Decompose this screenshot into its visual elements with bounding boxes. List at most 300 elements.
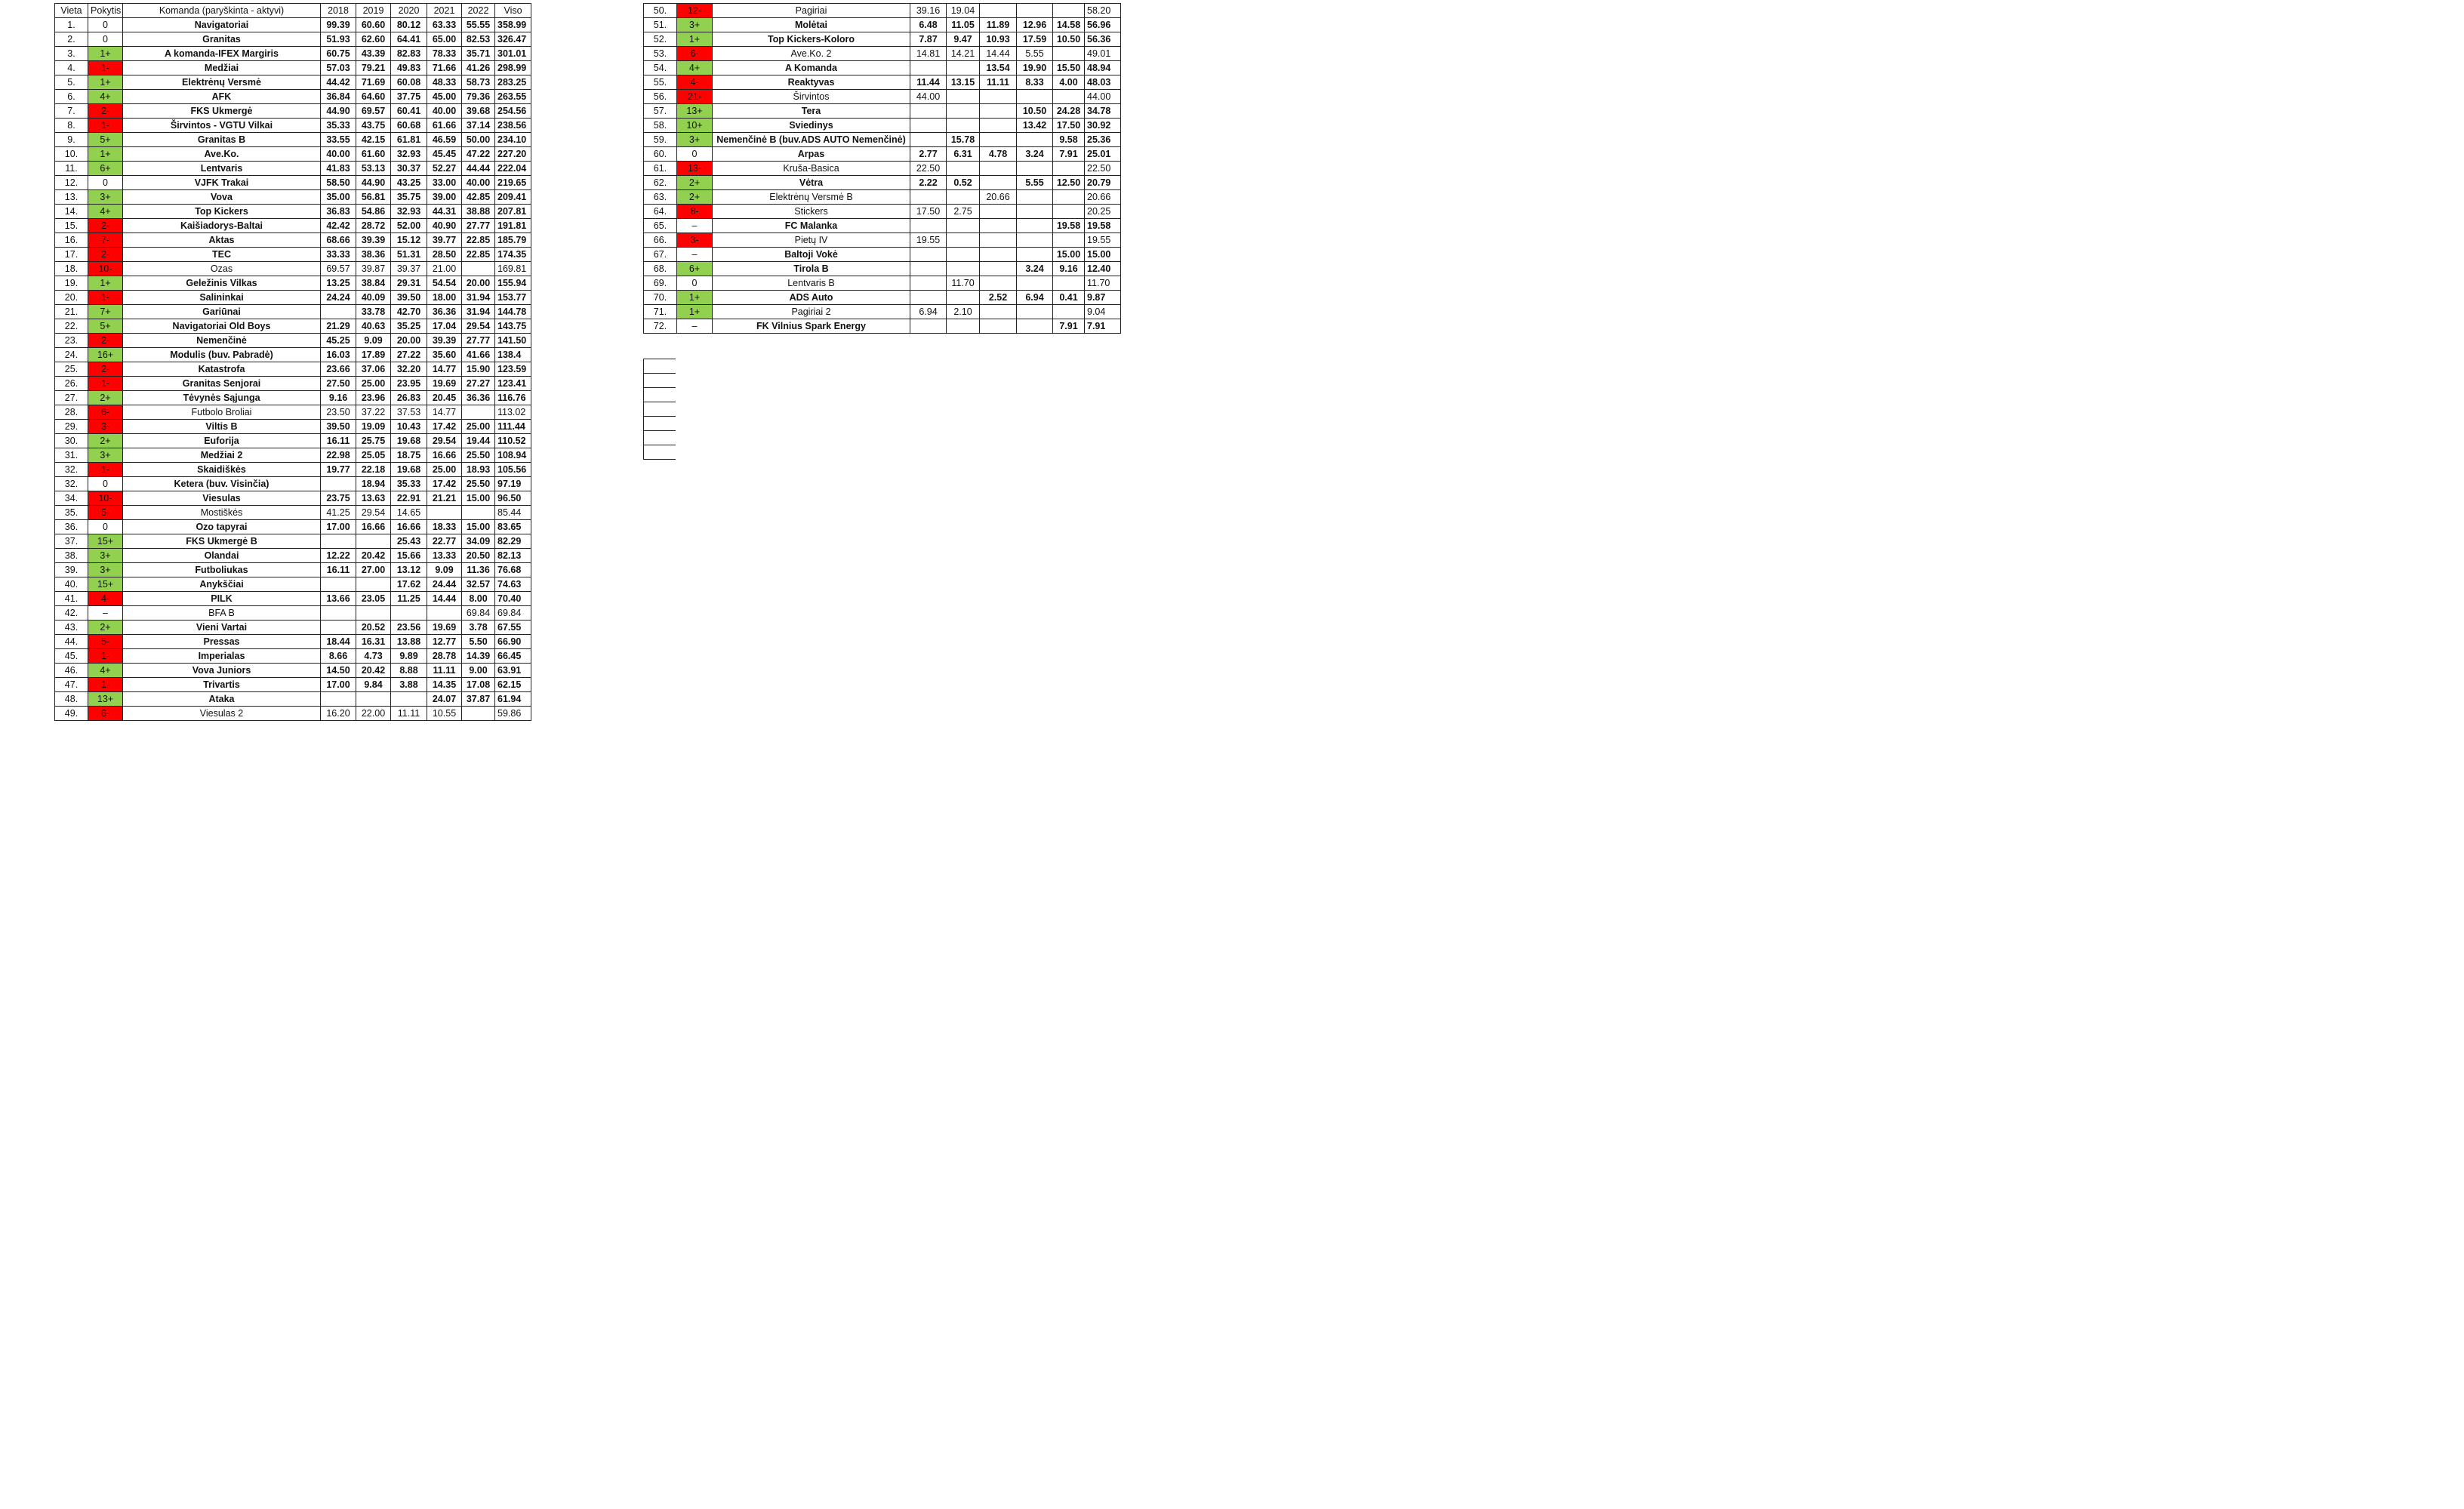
score-2018: 24.24: [321, 291, 356, 305]
score-2018: 16.11: [321, 434, 356, 448]
change-badge: 5-: [88, 506, 123, 520]
team-name: Futbolo Broliai: [123, 405, 321, 420]
score-2019: 13.15: [947, 75, 980, 90]
table-row: [644, 90, 1121, 104]
score-2020: 32.93: [391, 147, 427, 162]
score-2020: [391, 692, 427, 707]
score-2018: 40.00: [321, 147, 356, 162]
score-2022: 79.36: [462, 90, 495, 104]
table-row: [55, 61, 531, 75]
change-badge: 13+: [88, 692, 123, 707]
total-score: 66.90: [495, 635, 531, 649]
table-row: [55, 405, 531, 420]
score-2020: 23.95: [391, 377, 427, 391]
rank-cell: 11.: [55, 162, 88, 176]
change-badge: 1-: [88, 649, 123, 664]
rank-cell: 63.: [644, 190, 677, 205]
score-2021: 78.33: [427, 47, 462, 61]
score-2021: 29.54: [427, 434, 462, 448]
score-2018: 21.29: [321, 319, 356, 334]
total-score: 59.86: [495, 707, 531, 721]
score-2019: 54.86: [356, 205, 391, 219]
score-2022: 27.77: [462, 334, 495, 348]
score-2021: 39.77: [427, 233, 462, 248]
table-row: [55, 477, 531, 491]
score-2018: 44.00: [910, 90, 947, 104]
rank-cell: 44.: [55, 635, 88, 649]
total-score: 234.10: [495, 133, 531, 147]
change-badge: –: [677, 219, 713, 233]
table-row: [55, 534, 531, 549]
table-row: [644, 276, 1121, 291]
score-2020: 64.41: [391, 32, 427, 47]
change-badge: 0: [88, 176, 123, 190]
change-badge: 1+: [88, 147, 123, 162]
score-2018: 23.50: [321, 405, 356, 420]
score-2020: 51.31: [391, 248, 427, 262]
change-badge: 1-: [88, 377, 123, 391]
change-badge: 0: [88, 477, 123, 491]
score-2022: 29.54: [462, 319, 495, 334]
total-score: 15.00: [1085, 248, 1121, 262]
score-2020: 39.50: [391, 291, 427, 305]
score-2020: [980, 219, 1017, 233]
total-score: 58.20: [1085, 4, 1121, 18]
change-badge: 2-: [88, 104, 123, 119]
score-2019: 40.09: [356, 291, 391, 305]
table-row: [55, 248, 531, 262]
score-2020: [980, 133, 1017, 147]
empty-row: [644, 374, 676, 388]
empty-cell: [644, 374, 676, 388]
total-score: 191.81: [495, 219, 531, 233]
score-2018: 99.39: [321, 18, 356, 32]
score-2021: 19.69: [427, 621, 462, 635]
table-row: [644, 305, 1121, 319]
score-2022: 19.58: [1053, 219, 1085, 233]
score-2021: 14.35: [427, 678, 462, 692]
score-2021: 16.66: [427, 448, 462, 463]
total-score: 82.29: [495, 534, 531, 549]
score-2018: 13.25: [321, 276, 356, 291]
total-score: 155.94: [495, 276, 531, 291]
score-2021: 21.21: [427, 491, 462, 506]
score-2022: 20.50: [462, 549, 495, 563]
table-row: [644, 162, 1121, 176]
score-2021: 14.44: [427, 592, 462, 606]
table-row: [55, 649, 531, 664]
total-score: 7.91: [1085, 319, 1121, 334]
score-2019: 64.60: [356, 90, 391, 104]
score-2020: 35.75: [391, 190, 427, 205]
team-name: Pagiriai 2: [713, 305, 910, 319]
score-2020: [980, 205, 1017, 219]
score-2022: 3.78: [462, 621, 495, 635]
total-score: 19.55: [1085, 233, 1121, 248]
total-score: 62.15: [495, 678, 531, 692]
score-2018: [321, 606, 356, 621]
rank-cell: 38.: [55, 549, 88, 563]
score-2022: 7.91: [1053, 319, 1085, 334]
score-2020: 27.22: [391, 348, 427, 362]
score-2021: 11.11: [427, 664, 462, 678]
change-badge: 2+: [677, 190, 713, 205]
rank-cell: 69.: [644, 276, 677, 291]
score-2020: 20.00: [391, 334, 427, 348]
score-2018: [321, 534, 356, 549]
score-2022: 9.58: [1053, 133, 1085, 147]
score-2020: 8.88: [391, 664, 427, 678]
score-2020: [980, 248, 1017, 262]
total-score: 22.50: [1085, 162, 1121, 176]
rank-cell: 71.: [644, 305, 677, 319]
change-badge: –: [677, 248, 713, 262]
score-2019: 69.57: [356, 104, 391, 119]
table-row: [55, 506, 531, 520]
score-2021: [1017, 90, 1053, 104]
score-2022: 47.22: [462, 147, 495, 162]
score-2020: 60.08: [391, 75, 427, 90]
score-2021: 22.77: [427, 534, 462, 549]
score-2020: 3.88: [391, 678, 427, 692]
team-name: ADS Auto: [713, 291, 910, 305]
rank-cell: 66.: [644, 233, 677, 248]
score-2018: 7.87: [910, 32, 947, 47]
rank-cell: 31.: [55, 448, 88, 463]
total-score: 222.04: [495, 162, 531, 176]
table-row: [644, 262, 1121, 276]
table-row: [644, 233, 1121, 248]
team-name: Salininkai: [123, 291, 321, 305]
total-score: 174.35: [495, 248, 531, 262]
total-score: 11.70: [1085, 276, 1121, 291]
score-2018: 17.50: [910, 205, 947, 219]
score-2020: 4.78: [980, 147, 1017, 162]
score-2019: [947, 104, 980, 119]
score-2019: 22.00: [356, 707, 391, 721]
empty-row: [644, 445, 676, 460]
score-2022: [1053, 233, 1085, 248]
team-name: Granitas: [123, 32, 321, 47]
score-2021: 14.77: [427, 405, 462, 420]
change-badge: 10-: [88, 491, 123, 506]
total-score: 9.87: [1085, 291, 1121, 305]
change-badge: 3+: [88, 563, 123, 577]
score-2022: 9.16: [1053, 262, 1085, 276]
score-2020: 14.65: [391, 506, 427, 520]
total-score: 116.76: [495, 391, 531, 405]
score-2021: 3.24: [1017, 262, 1053, 276]
score-2018: [910, 262, 947, 276]
table-row: [55, 119, 531, 133]
table-row: [644, 47, 1121, 61]
score-2020: 61.81: [391, 133, 427, 147]
score-2019: 15.78: [947, 133, 980, 147]
score-2020: 37.75: [391, 90, 427, 104]
score-2022: 15.00: [462, 520, 495, 534]
score-2018: 45.25: [321, 334, 356, 348]
score-2018: 44.90: [321, 104, 356, 119]
score-2020: [980, 176, 1017, 190]
total-score: 19.58: [1085, 219, 1121, 233]
table-row: [55, 319, 531, 334]
team-name: Vova: [123, 190, 321, 205]
score-2021: [1017, 205, 1053, 219]
table-row: [55, 448, 531, 463]
team-name: Stickers: [713, 205, 910, 219]
score-2020: 9.89: [391, 649, 427, 664]
score-2018: 17.00: [321, 678, 356, 692]
score-2021: 3.24: [1017, 147, 1053, 162]
change-badge: 10-: [88, 262, 123, 276]
team-name: A komanda-IFEX Margiris: [123, 47, 321, 61]
score-2021: 48.33: [427, 75, 462, 90]
team-name: Olandai: [123, 549, 321, 563]
change-badge: 2-: [88, 362, 123, 377]
score-2018: 2.77: [910, 147, 947, 162]
score-2019: 9.09: [356, 334, 391, 348]
score-2022: 15.90: [462, 362, 495, 377]
change-badge: 15+: [88, 534, 123, 549]
score-2022: [1053, 190, 1085, 205]
rank-cell: 47.: [55, 678, 88, 692]
empty-row: [644, 402, 676, 417]
table-row: [55, 104, 531, 119]
rank-cell: 39.: [55, 563, 88, 577]
score-2019: 20.42: [356, 549, 391, 563]
score-2020: [980, 104, 1017, 119]
score-2019: [947, 90, 980, 104]
score-2022: 25.50: [462, 477, 495, 491]
rank-cell: 26.: [55, 377, 88, 391]
table-row: [644, 75, 1121, 90]
change-badge: –: [677, 319, 713, 334]
score-2022: 18.93: [462, 463, 495, 477]
score-2019: 28.72: [356, 219, 391, 233]
table-row: [55, 420, 531, 434]
score-2018: 16.03: [321, 348, 356, 362]
table-row: [55, 592, 531, 606]
empty-cell: [644, 359, 676, 374]
rank-cell: 61.: [644, 162, 677, 176]
team-name: Anykščiai: [123, 577, 321, 592]
score-2018: 19.77: [321, 463, 356, 477]
rank-cell: 68.: [644, 262, 677, 276]
team-name: Tirola B: [713, 262, 910, 276]
score-2020: 11.25: [391, 592, 427, 606]
score-2019: 19.04: [947, 4, 980, 18]
table-row: [55, 190, 531, 205]
change-badge: 2-: [88, 248, 123, 262]
score-2019: 20.42: [356, 664, 391, 678]
score-2020: 42.70: [391, 305, 427, 319]
rank-cell: 12.: [55, 176, 88, 190]
score-2019: 23.05: [356, 592, 391, 606]
rank-cell: 5.: [55, 75, 88, 90]
header-2022: 2022: [462, 4, 495, 18]
score-2018: 23.75: [321, 491, 356, 506]
change-badge: 0: [677, 147, 713, 162]
team-name: Granitas B: [123, 133, 321, 147]
table-row: [55, 606, 531, 621]
score-2022: 15.50: [1053, 61, 1085, 75]
rank-cell: 59.: [644, 133, 677, 147]
score-2022: 15.00: [1053, 248, 1085, 262]
team-name: TEC: [123, 248, 321, 262]
header-change: Pokytis: [88, 4, 123, 18]
table-row: [55, 334, 531, 348]
change-badge: 4-: [88, 592, 123, 606]
header-row: [55, 4, 531, 18]
score-2021: 12.77: [427, 635, 462, 649]
rank-cell: 23.: [55, 334, 88, 348]
team-name: Baltoji Vokė: [713, 248, 910, 262]
score-2020: [980, 119, 1017, 133]
team-name: Vova Juniors: [123, 664, 321, 678]
change-badge: 21-: [677, 90, 713, 104]
score-2019: 23.96: [356, 391, 391, 405]
team-name: Ave.Ko.: [123, 147, 321, 162]
score-2018: 14.50: [321, 664, 356, 678]
score-2020: 35.25: [391, 319, 427, 334]
score-2022: 12.50: [1053, 176, 1085, 190]
team-name: Pagiriai: [713, 4, 910, 18]
total-score: 74.63: [495, 577, 531, 592]
score-2022: 41.26: [462, 61, 495, 75]
score-2022: 39.68: [462, 104, 495, 119]
score-2019: 40.63: [356, 319, 391, 334]
table-row: [55, 291, 531, 305]
table-row: [644, 319, 1121, 334]
score-2021: 25.00: [427, 463, 462, 477]
score-2018: 14.81: [910, 47, 947, 61]
change-badge: 7+: [88, 305, 123, 319]
rank-cell: 29.: [55, 420, 88, 434]
score-2018: 19.55: [910, 233, 947, 248]
standings-table-right: [643, 3, 1121, 334]
rank-cell: 19.: [55, 276, 88, 291]
score-2020: [980, 262, 1017, 276]
rank-cell: 21.: [55, 305, 88, 319]
total-score: 169.81: [495, 262, 531, 276]
rank-cell: 40.: [55, 577, 88, 592]
table-row: [55, 75, 531, 90]
score-2018: 41.83: [321, 162, 356, 176]
score-2021: 36.36: [427, 305, 462, 319]
total-score: 48.03: [1085, 75, 1121, 90]
rank-cell: 56.: [644, 90, 677, 104]
change-badge: 5+: [88, 133, 123, 147]
team-name: Navigatoriai Old Boys: [123, 319, 321, 334]
rank-cell: 65.: [644, 219, 677, 233]
empty-row: [644, 431, 676, 445]
team-name: A Komanda: [713, 61, 910, 75]
table-row: [55, 635, 531, 649]
change-badge: 1-: [88, 678, 123, 692]
change-badge: 4+: [88, 205, 123, 219]
rank-cell: 7.: [55, 104, 88, 119]
score-2021: [1017, 162, 1053, 176]
score-2021: 63.33: [427, 18, 462, 32]
score-2018: 42.42: [321, 219, 356, 233]
change-badge: 13-: [677, 162, 713, 176]
team-name: Viltis B: [123, 420, 321, 434]
team-name: Vieni Vartai: [123, 621, 321, 635]
score-2019: [947, 262, 980, 276]
team-name: Geležinis Vilkas: [123, 276, 321, 291]
score-2021: 24.44: [427, 577, 462, 592]
score-2021: 8.33: [1017, 75, 1053, 90]
table-row: [55, 377, 531, 391]
rank-cell: 20.: [55, 291, 88, 305]
table-row: [644, 18, 1121, 32]
score-2021: 65.00: [427, 32, 462, 47]
score-2019: [356, 577, 391, 592]
table-row: [55, 434, 531, 448]
total-score: 144.78: [495, 305, 531, 319]
score-2018: 6.48: [910, 18, 947, 32]
score-2022: [1053, 162, 1085, 176]
score-2022: 25.00: [462, 420, 495, 434]
score-2018: [321, 577, 356, 592]
rank-cell: 57.: [644, 104, 677, 119]
table-row: [55, 47, 531, 61]
header-2018: 2018: [321, 4, 356, 18]
score-2019: 56.81: [356, 190, 391, 205]
total-score: 44.00: [1085, 90, 1121, 104]
rank-cell: 53.: [644, 47, 677, 61]
team-name: Imperialas: [123, 649, 321, 664]
team-name: Nemenčinė: [123, 334, 321, 348]
change-badge: –: [88, 606, 123, 621]
score-2020: 15.66: [391, 549, 427, 563]
total-score: 141.50: [495, 334, 531, 348]
score-2018: 6.94: [910, 305, 947, 319]
table-row: [644, 147, 1121, 162]
team-name: Tėvynės Sąjunga: [123, 391, 321, 405]
score-2019: [356, 534, 391, 549]
score-2018: 35.33: [321, 119, 356, 133]
rank-cell: 17.: [55, 248, 88, 262]
score-2020: 32.20: [391, 362, 427, 377]
total-score: 20.25: [1085, 205, 1121, 219]
table-row: [55, 707, 531, 721]
score-2021: 39.39: [427, 334, 462, 348]
team-name: Katastrofa: [123, 362, 321, 377]
score-2020: 15.12: [391, 233, 427, 248]
change-badge: 3+: [677, 18, 713, 32]
score-2022: 14.39: [462, 649, 495, 664]
empty-cell: [644, 388, 676, 402]
score-2022: 38.88: [462, 205, 495, 219]
total-score: 96.50: [495, 491, 531, 506]
total-score: 238.56: [495, 119, 531, 133]
team-name: Pressas: [123, 635, 321, 649]
score-2021: 17.42: [427, 477, 462, 491]
total-score: 283.25: [495, 75, 531, 90]
change-badge: 3+: [677, 133, 713, 147]
score-2020: 2.52: [980, 291, 1017, 305]
change-badge: 1+: [677, 32, 713, 47]
table-row: [644, 104, 1121, 119]
score-2018: [910, 190, 947, 205]
table-row: [55, 262, 531, 276]
team-name: Granitas Senjorai: [123, 377, 321, 391]
total-score: 123.41: [495, 377, 531, 391]
total-score: 67.55: [495, 621, 531, 635]
score-2019: 22.18: [356, 463, 391, 477]
team-name: Elektrėnų Versmė: [123, 75, 321, 90]
